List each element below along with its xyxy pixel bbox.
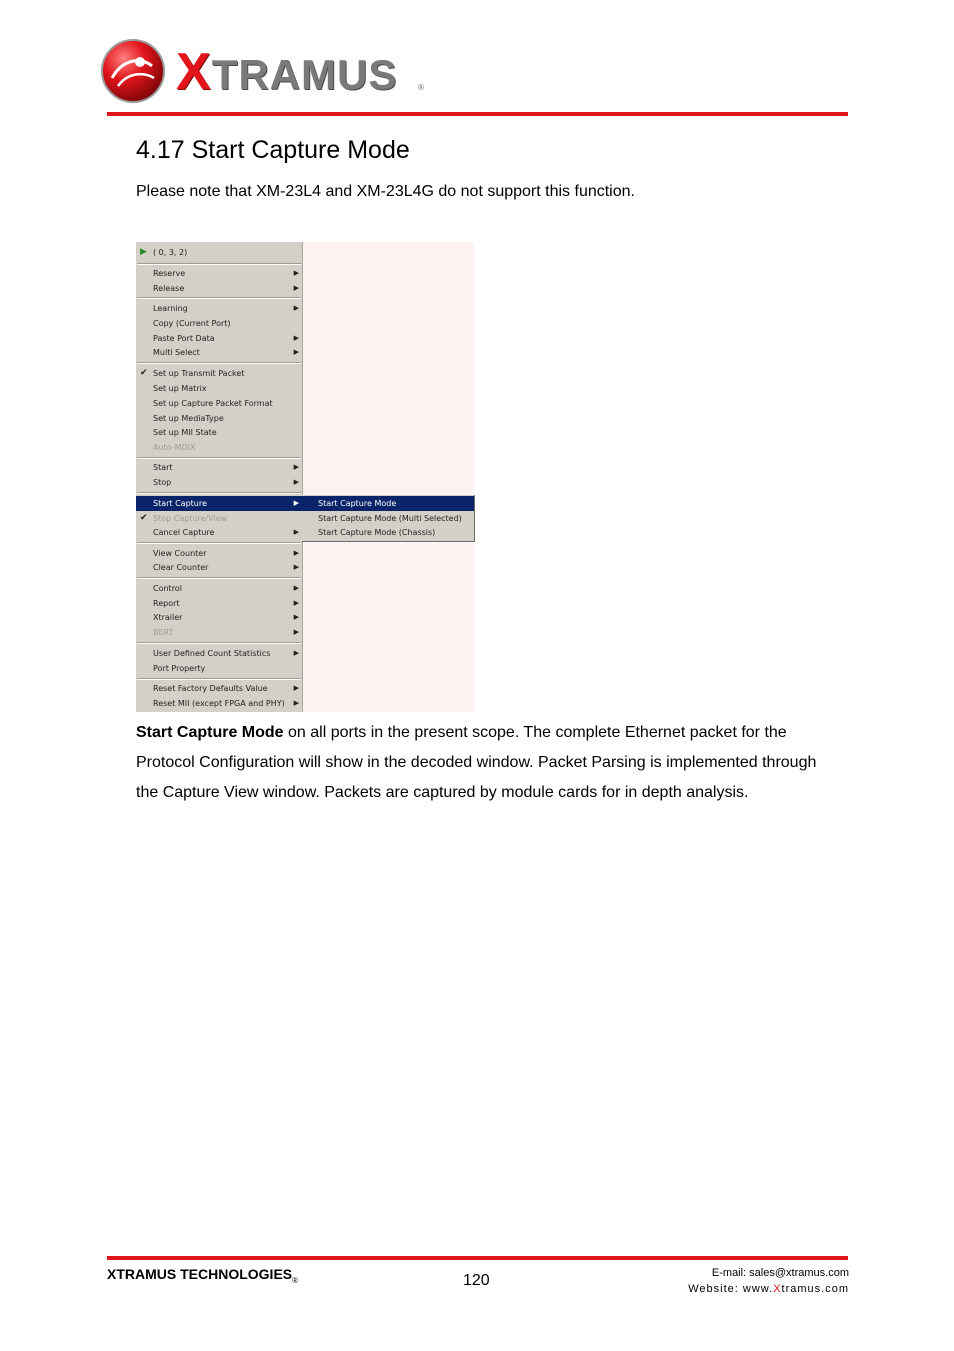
submenu-arrow-icon: ▶ [293,348,299,356]
header-rule [107,112,848,116]
menu-item-view-counter[interactable]: View Counter ▶ [153,549,299,558]
submenu-arrow-icon: ▶ [293,599,299,607]
logo-wordmark: XTRAMUS [176,43,398,101]
menu-item-start-capture[interactable]: Start Capture ▶ [136,496,302,511]
submenu-item-start-capture-mode-chassis[interactable]: Start Capture Mode (Chassis) [318,528,436,537]
menu-separator [137,542,301,544]
menu-item-set-up-transmit-packet[interactable]: ✔ Set up Transmit Packet [140,368,245,378]
submenu-arrow-icon: ▶ [293,304,299,312]
menu-item-set-up-capture-packet-format[interactable]: Set up Capture Packet Format [153,399,273,408]
context-menu [136,242,303,712]
start-capture-submenu [302,495,475,542]
menu-item-learning[interactable]: Learning ▶ [153,304,299,313]
menu-separator [137,362,301,364]
menu-separator [137,642,301,644]
menu-item-reset-mii[interactable]: Reset MII (except FPGA and PHY) ▶ [153,699,299,708]
footer-company: XTRAMUS $TECHNOLOGIES_®$ [107,1266,299,1285]
footer-email: E-mail: sales@xtramus.com [711,1267,849,1279]
submenu-arrow-icon: ▶ [293,269,299,277]
submenu-arrow-icon: ▶ [293,549,299,557]
menu-separator [137,457,301,459]
menu-separator [137,678,301,680]
checkmark-icon: ✔ [140,368,148,378]
submenu-item-start-capture-mode[interactable]: Start Capture Mode [302,496,474,511]
menu-item-reset-factory-defaults[interactable]: Reset Factory Defaults Value ▶ [153,684,299,693]
submenu-arrow-icon: ▶ [293,563,299,571]
menu-item-port-property[interactable]: Port Property [153,664,206,673]
logo-registered-mark: ® [418,83,424,92]
menu-separator [137,492,301,494]
menu-item-reserve[interactable]: Reserve ▶ [153,269,299,278]
submenu-arrow-icon: ▶ [293,584,299,592]
menu-item-set-up-mediatype[interactable]: Set up MediaType [153,414,224,423]
footer-website: Website: www.Xtramus.com [688,1283,849,1295]
submenu-item-start-capture-mode-multi[interactable]: Start Capture Mode (Multi Selected) [318,514,462,523]
menu-item-clear-counter[interactable]: Clear Counter ▶ [153,563,299,572]
submenu-arrow-icon: ▶ [293,699,299,707]
menu-item-multi-select[interactable]: Multi Select ▶ [153,348,299,357]
menu-separator [137,297,301,299]
play-icon: ▶ [140,247,147,257]
menu-item-start[interactable]: Start ▶ [153,463,299,472]
xtramus-logo [100,36,430,108]
submenu-arrow-icon: ▶ [293,478,299,486]
menu-item-auto-mdix: Auto-MDIX [153,443,196,452]
checkmark-icon: ✔ [140,513,148,523]
section-note: Please note that XM-23L4 and XM-23L4G do not support this function. [136,183,635,200]
menu-item-copy[interactable]: Copy (Current Port) [153,319,231,328]
menu-item-xtrailer[interactable]: Xtrailer ▶ [153,613,299,622]
menu-item-report[interactable]: Report ▶ [153,599,299,608]
submenu-arrow-icon: ▶ [293,284,299,292]
menu-item-control[interactable]: Control ▶ [153,584,299,593]
submenu-arrow-icon: ▶ [293,628,299,636]
body-text: on all ports in the present scope. The complete Ethernet packet for the Protocol Configuration will show in the decoded window. Packet Parsing is implemented through the Capture View window. Packets are captured by module cards for in depth analysis. [136,724,817,802]
menu-separator [137,263,301,265]
menu-item-stop-capture-view: ✔ Stop Capture/View [140,513,228,523]
menu-separator [137,577,301,579]
menu-item-paste-port-data[interactable]: Paste Port Data ▶ [153,334,299,343]
submenu-arrow-icon: ▶ [293,499,299,507]
menu-item-stop[interactable]: Stop ▶ [153,478,299,487]
body-bold-term: Start Capture Mode [136,724,284,741]
submenu-arrow-icon: ▶ [293,463,299,471]
menu-port-header: ▶ ( 0, 3, 2) [140,247,188,257]
menu-item-cancel-capture[interactable]: Cancel Capture ▶ [153,528,299,537]
submenu-arrow-icon: ▶ [293,649,299,657]
section-title: 4.17 Start Capture Mode [136,136,410,164]
menu-item-set-up-mii-state[interactable]: Set up MII State [153,428,217,437]
menu-item-bert: BERT ▶ [153,628,299,637]
menu-item-release[interactable]: Release ▶ [153,284,299,293]
logo-ball-icon [100,38,166,104]
menu-item-user-defined-count-statistics[interactable]: User Defined Count Statistics ▶ [153,649,299,658]
footer-rule [107,1256,848,1260]
body-paragraph [136,718,836,809]
menu-item-set-up-matrix[interactable]: Set up Matrix [153,384,207,393]
submenu-arrow-icon: ▶ [293,684,299,692]
page-number: 120 [463,1272,490,1289]
submenu-arrow-icon: ▶ [293,528,299,536]
submenu-arrow-icon: ▶ [293,613,299,621]
submenu-arrow-icon: ▶ [293,334,299,342]
context-menu-screenshot [136,242,474,712]
